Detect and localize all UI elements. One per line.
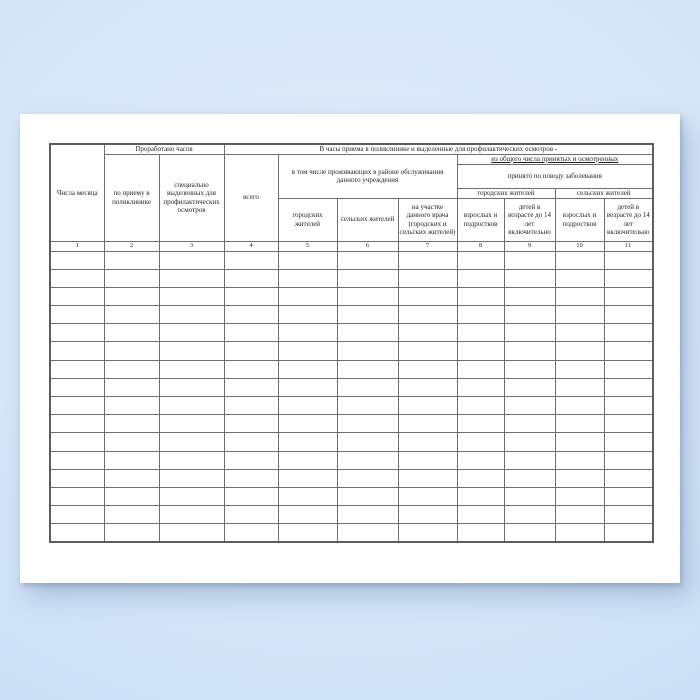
empty-cell: [50, 324, 104, 342]
column-number: 9: [504, 241, 555, 251]
empty-cell: [398, 487, 457, 505]
empty-cell: [398, 269, 457, 287]
empty-cell: [337, 378, 398, 396]
empty-cell: [50, 506, 104, 524]
empty-cell: [278, 524, 337, 542]
table-row: [50, 306, 653, 324]
empty-cell: [504, 324, 555, 342]
empty-cell: [278, 342, 337, 360]
empty-cell: [457, 251, 504, 269]
empty-cell: [278, 378, 337, 396]
header-row-2: [50, 154, 653, 164]
empty-cell: [159, 487, 224, 505]
empty-cell: [104, 324, 159, 342]
empty-cell: [159, 469, 224, 487]
header-band-urban-group: городских жителей: [457, 188, 555, 198]
empty-cell: [504, 287, 555, 305]
empty-cell: [224, 433, 278, 451]
table-row: [50, 451, 653, 469]
table-row: [50, 433, 653, 451]
empty-cell: [224, 524, 278, 542]
column-number: 4: [224, 241, 278, 251]
empty-cell: [159, 397, 224, 415]
empty-cell: [278, 506, 337, 524]
header-cell-urban-children: детей в возрасте до 14 лет включительно: [504, 198, 555, 241]
empty-cell: [398, 306, 457, 324]
empty-cell: [604, 415, 653, 433]
empty-cell: [50, 378, 104, 396]
empty-cell: [604, 506, 653, 524]
empty-cell: [555, 451, 604, 469]
empty-cell: [555, 487, 604, 505]
column-number: 1: [50, 241, 104, 251]
table-row: [50, 269, 653, 287]
empty-cell: [398, 342, 457, 360]
empty-cell: [457, 506, 504, 524]
empty-cell: [159, 287, 224, 305]
empty-cell: [457, 433, 504, 451]
empty-cell: [159, 433, 224, 451]
empty-cell: [278, 306, 337, 324]
empty-cell: [457, 487, 504, 505]
empty-cell: [504, 269, 555, 287]
empty-cell: [337, 324, 398, 342]
header-cell-doctor-district: на участке данного врача (городских и сельских жителей): [398, 198, 457, 241]
empty-cell: [159, 269, 224, 287]
empty-cell: [504, 306, 555, 324]
empty-cell: [555, 287, 604, 305]
empty-cell: [50, 524, 104, 542]
header-band-rural-group: сельских жителей: [555, 188, 653, 198]
header-cell-reception-polyclinic: по приему в поликлинике: [104, 154, 159, 241]
empty-cell: [604, 287, 653, 305]
empty-cell: [50, 306, 104, 324]
empty-cell: [604, 269, 653, 287]
empty-cell: [159, 251, 224, 269]
table-row: [50, 324, 653, 342]
empty-cell: [159, 378, 224, 396]
empty-cell: [224, 360, 278, 378]
empty-cell: [398, 433, 457, 451]
empty-cell: [104, 415, 159, 433]
empty-cell: [398, 506, 457, 524]
header-band-including-residents: в том числе проживающих в районе обслуживания данного учреждения: [278, 154, 457, 198]
empty-cell: [555, 378, 604, 396]
header-band-admitted-illness: принято по поводу заболевания: [457, 164, 653, 188]
empty-cell: [555, 342, 604, 360]
header-cell-total: всего: [224, 154, 278, 241]
empty-cell: [278, 287, 337, 305]
empty-cell: [224, 287, 278, 305]
empty-cell: [337, 451, 398, 469]
empty-cell: [504, 469, 555, 487]
table-row: [50, 378, 653, 396]
empty-cell: [504, 451, 555, 469]
empty-cell: [104, 506, 159, 524]
empty-cell: [555, 306, 604, 324]
empty-cell: [337, 360, 398, 378]
header-band-of-total: из общего числа принятых и осмотренных: [457, 154, 653, 164]
empty-cell: [337, 487, 398, 505]
column-number: 6: [337, 241, 398, 251]
header-cell-rural-children: детей в возрасте до 14 лет включительно: [604, 198, 653, 241]
empty-cell: [278, 487, 337, 505]
empty-cell: [278, 251, 337, 269]
form-table: [49, 143, 654, 543]
header-cell-specially-allocated: специально выделенных для профилактических осмотров: [159, 154, 224, 241]
empty-cell: [278, 451, 337, 469]
empty-cell: [104, 360, 159, 378]
empty-cell: [398, 469, 457, 487]
empty-cell: [337, 524, 398, 542]
column-numbers-row: [50, 241, 653, 251]
empty-cell: [457, 415, 504, 433]
empty-cell: [457, 306, 504, 324]
empty-cell: [224, 378, 278, 396]
empty-cell: [457, 397, 504, 415]
column-number: 8: [457, 241, 504, 251]
column-number: 7: [398, 241, 457, 251]
empty-cell: [555, 269, 604, 287]
empty-cell: [457, 342, 504, 360]
empty-cell: [278, 469, 337, 487]
empty-cell: [50, 360, 104, 378]
empty-cell: [278, 397, 337, 415]
empty-cell: [337, 342, 398, 360]
empty-cell: [104, 469, 159, 487]
empty-cell: [555, 324, 604, 342]
empty-cell: [159, 342, 224, 360]
empty-cell: [457, 524, 504, 542]
table-row: [50, 469, 653, 487]
empty-cell: [604, 433, 653, 451]
empty-cell: [104, 487, 159, 505]
empty-cell: [104, 378, 159, 396]
empty-cell: [224, 269, 278, 287]
empty-cell: [457, 324, 504, 342]
empty-cell: [604, 524, 653, 542]
empty-cell: [604, 342, 653, 360]
empty-cell: [504, 433, 555, 451]
empty-cell: [159, 506, 224, 524]
empty-cell: [224, 251, 278, 269]
empty-cell: [50, 397, 104, 415]
empty-cell: [224, 469, 278, 487]
empty-cell: [278, 269, 337, 287]
empty-cell: [50, 287, 104, 305]
empty-cell: [604, 469, 653, 487]
empty-cell: [504, 506, 555, 524]
empty-cell: [224, 451, 278, 469]
empty-cell: [398, 287, 457, 305]
empty-cell: [457, 378, 504, 396]
empty-cell: [337, 269, 398, 287]
empty-cell: [398, 451, 457, 469]
empty-cell: [278, 360, 337, 378]
empty-cell: [104, 269, 159, 287]
empty-cell: [504, 524, 555, 542]
empty-cell: [337, 469, 398, 487]
empty-cell: [159, 360, 224, 378]
empty-cell: [224, 506, 278, 524]
empty-cell: [159, 324, 224, 342]
table-row: [50, 415, 653, 433]
empty-cell: [398, 251, 457, 269]
header-cell-urban-residents: городских жителей: [278, 198, 337, 241]
empty-cell: [555, 506, 604, 524]
column-number: 5: [278, 241, 337, 251]
table-row: [50, 397, 653, 415]
empty-cell: [555, 469, 604, 487]
empty-cell: [398, 378, 457, 396]
empty-cell: [224, 324, 278, 342]
empty-cell: [337, 287, 398, 305]
table-row: [50, 342, 653, 360]
empty-cell: [337, 506, 398, 524]
empty-cell: [457, 269, 504, 287]
empty-cell: [604, 360, 653, 378]
table-row: [50, 487, 653, 505]
empty-cell: [504, 378, 555, 396]
empty-cell: [398, 524, 457, 542]
table-row: [50, 506, 653, 524]
header-cell-rural-adults: взрослых и подростков: [555, 198, 604, 241]
empty-cell: [398, 397, 457, 415]
empty-cell: [337, 251, 398, 269]
header-cell-rural-residents: сельских жителей: [337, 198, 398, 241]
empty-cell: [50, 469, 104, 487]
empty-cell: [555, 524, 604, 542]
empty-cell: [104, 451, 159, 469]
empty-cell: [337, 415, 398, 433]
empty-cell: [159, 306, 224, 324]
empty-cell: [555, 433, 604, 451]
empty-cell: [278, 324, 337, 342]
empty-cell: [398, 360, 457, 378]
empty-cell: [50, 269, 104, 287]
empty-cell: [604, 306, 653, 324]
empty-cell: [50, 251, 104, 269]
empty-cell: [224, 306, 278, 324]
empty-cell: [50, 342, 104, 360]
empty-cell: [104, 524, 159, 542]
empty-cell: [159, 415, 224, 433]
empty-cell: [159, 524, 224, 542]
empty-cell: [504, 360, 555, 378]
empty-cell: [104, 342, 159, 360]
table-row: [50, 360, 653, 378]
table-row: [50, 287, 653, 305]
empty-cell: [457, 287, 504, 305]
empty-cell: [278, 433, 337, 451]
empty-cell: [555, 360, 604, 378]
empty-cell: [50, 451, 104, 469]
empty-cell: [398, 415, 457, 433]
empty-cell: [50, 487, 104, 505]
empty-cell: [555, 251, 604, 269]
empty-cell: [457, 451, 504, 469]
empty-cell: [604, 451, 653, 469]
empty-cell: [555, 397, 604, 415]
header-cell-urban-adults: взрослых и подростков: [457, 198, 504, 241]
empty-cell: [555, 415, 604, 433]
empty-cell: [104, 306, 159, 324]
empty-cell: [224, 415, 278, 433]
header-row-1: [50, 144, 653, 154]
empty-cell: [504, 397, 555, 415]
column-number: 3: [159, 241, 224, 251]
header-cell-dates: Числа месяца: [50, 144, 104, 241]
empty-cell: [224, 342, 278, 360]
empty-cell: [104, 397, 159, 415]
empty-cell: [504, 415, 555, 433]
empty-cell: [604, 397, 653, 415]
empty-cell: [50, 433, 104, 451]
table-row: [50, 524, 653, 542]
column-number: 2: [104, 241, 159, 251]
empty-cell: [604, 251, 653, 269]
empty-cell: [159, 451, 224, 469]
empty-cell: [604, 487, 653, 505]
column-number: 10: [555, 241, 604, 251]
empty-cell: [604, 378, 653, 396]
header-band-reception: В часы приема в поликлинике и выделенные для профилактических осмотров -: [224, 144, 653, 154]
empty-cell: [278, 415, 337, 433]
header-band-worked-hours: Проработано часов: [104, 144, 224, 154]
empty-cell: [337, 433, 398, 451]
empty-cell: [504, 487, 555, 505]
empty-cell: [50, 415, 104, 433]
table-row: [50, 251, 653, 269]
empty-cell: [104, 251, 159, 269]
column-number: 11: [604, 241, 653, 251]
document-page: [20, 114, 680, 583]
empty-cell: [604, 324, 653, 342]
empty-cell: [224, 487, 278, 505]
empty-cell: [398, 324, 457, 342]
empty-cell: [337, 306, 398, 324]
empty-cell: [457, 469, 504, 487]
empty-cell: [504, 251, 555, 269]
empty-cell: [457, 360, 504, 378]
empty-cell: [504, 342, 555, 360]
empty-cell: [104, 287, 159, 305]
empty-cell: [337, 397, 398, 415]
empty-cell: [224, 397, 278, 415]
empty-cell: [104, 433, 159, 451]
